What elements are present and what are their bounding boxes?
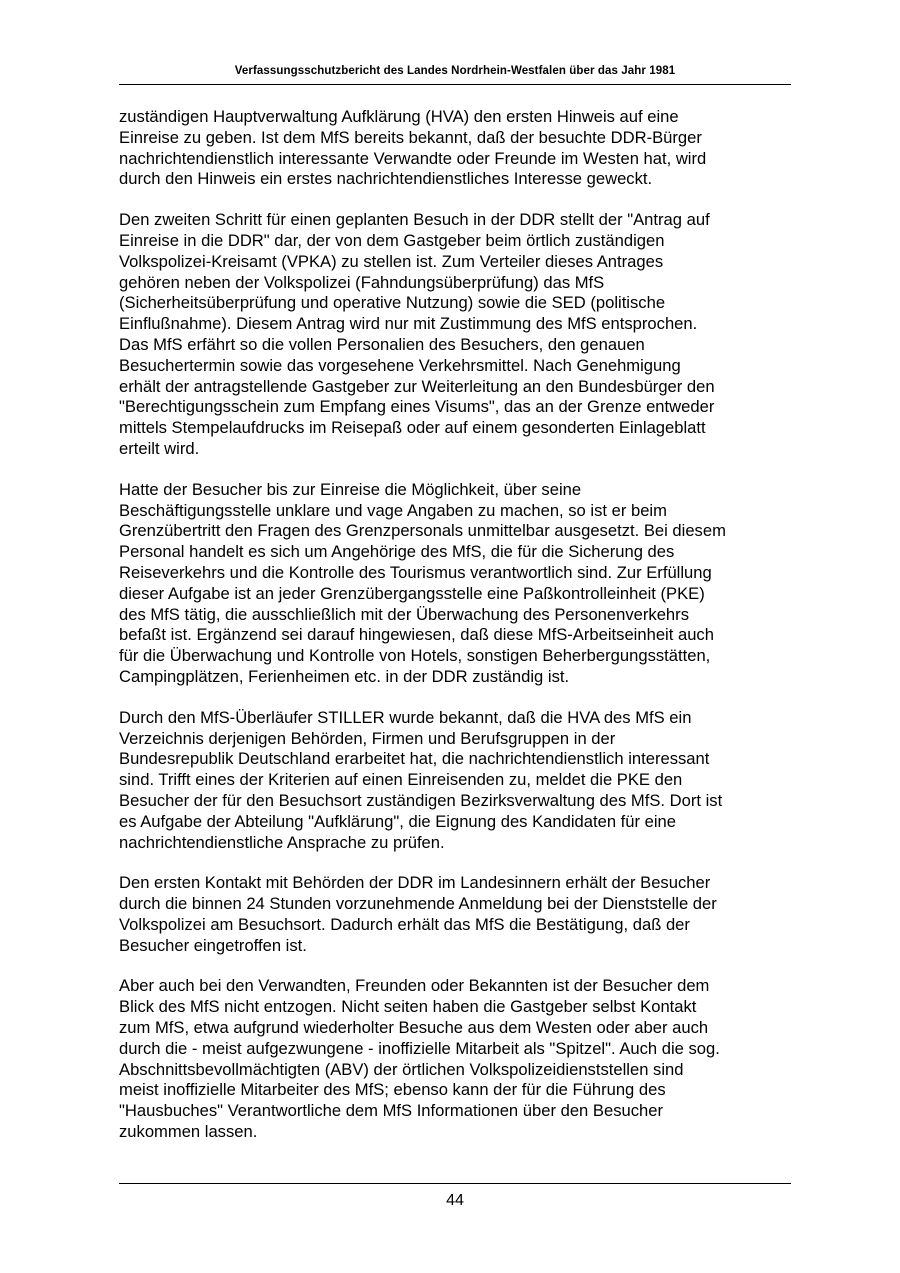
paragraph-3: Hatte der Besucher bis zur Einreise die Möglichkeit, über seine Beschäftigungsstelle unklare und vage Angaben zu machen, so ist er beim Grenzübertritt den Fragen des Grenzpersonals unmittelbar ausgesetzt. Bei diesem Personal handelt es sich um Angehörige des MfS, die für die Sicherung des Reiseverkehrs und die Kontrolle des Tourismus verantwortlich sind. Zur Erfüllung dieser Aufgabe ist an jeder Grenzübergangsstelle eine Paßkontrolleinheit (PKE) des MfS tätig, die ausschließlich mit der Überwachung des Personenverkehrs befaßt ist. Ergänzend sei darauf hingewiesen, daß diese MfS-Arbeitseinheit auch für die Überwachung und Kontrolle von Hotels, sonstigen Beherbergungsstätten, Campingplätzen, Ferienheimen etc. in der DDR zuständig ist. xyxy=(119,479,726,686)
body-text xyxy=(119,107,791,1163)
paragraph-4: Durch den MfS-Überläufer STILLER wurde bekannt, daß die HVA des MfS ein Verzeichnis derjenigen Behörden, Firmen und Berufsgruppen in der Bundesrepublik Deutschland erarbeitet hat, die nachrichtendienstlich interessant sind. Trifft eines der Kriterien auf einen Einreisenden zu, meldet die PKE den Besucher der für den Besuchsort zuständigen Bezirksverwaltung des MfS. Dort ist es Aufgabe der Abteilung "Aufklärung", die Eignung des Kandidaten für eine nachrichtendienstliche Ansprache zu prüfen. xyxy=(119,707,723,852)
page-number: 44 xyxy=(446,1192,464,1209)
paragraph-1: zuständigen Hauptverwaltung Aufklärung (HVA) den ersten Hinweis auf eine Einreise zu geben. Ist dem MfS bereits bekannt, daß der besuchte DDR-Bürger nachrichtendienstlich interessante Verwandte oder Freunde im Westen hat, wird durch den Hinweis ein erstes nachrichtendienstliches Interesse geweckt. xyxy=(119,107,707,189)
paragraph-2: Den zweiten Schritt für einen geplanten Besuch in der DDR stellt der "Antrag auf Einreise in die DDR" dar, der von dem Gastgeber beim örtlich zuständigen Volkspolizei-Kreisamt (VPKA) zu stellen ist. Zum Verteiler dieses Antrages gehören neben der Volkspolizei (Fahndungsüberprüfung) das MfS (Sicherheitsüberprüfung und operative Nutzung) sowie die SED (politische Einflußnahme). Diesem Antrag wird nur mit Zustimmung des MfS entsprochen. Das MfS erfährt so die vollen Personalien des Besuchers, den genauen Besuchertermin sowie das vorgesehene Verkehrsmittel. Nach Genehmigung erhält der antragstellende Gastgeber zur Weiterleitung an den Bundesbürger den "Berechtigungsschein zum Empfang eines Visums", das an der Grenze entweder mittels Stempelaufdrucks im Reisepaß oder auf einem gesonderten Einlageblatt erteilt wird. xyxy=(119,210,715,458)
header-rule xyxy=(119,84,791,85)
footer-rule xyxy=(119,1183,791,1184)
running-header: Verfassungsschutzbericht des Landes Nordrhein-Westfalen über das Jahr 1981 xyxy=(234,65,676,77)
paragraph-6: Aber auch bei den Verwandten, Freunden oder Bekannten ist der Besucher dem Blick des MfS nicht entzogen. Nicht seiten haben die Gastgeber selbst Kontakt zum MfS, etwa aufgrund wiederholter Besuche aus dem Westen oder aber auch durch die - meist aufgezwungene - inoffizielle Mitarbeit als "Spitzel". Auch die sog. Abschnittsbevollmächtigten (ABV) der örtlichen Volkspolizeidienststellen sind meist inoffizielle Mitarbeiter des MfS; ebenso kann der für die Führung des "Hausbuches" Verantwortliche dem MfS Informationen über den Besucher zukommen lassen. xyxy=(119,976,720,1142)
paragraph-5: Den ersten Kontakt mit Behörden der DDR im Landesinnern erhält der Besucher durch die binnen 24 Stunden vorzunehmende Anmeldung bei der Dienststelle der Volkspolizei am Besuchsort. Dadurch erhält das MfS die Bestätigung, daß der Besucher eingetroffen ist. xyxy=(119,873,717,955)
